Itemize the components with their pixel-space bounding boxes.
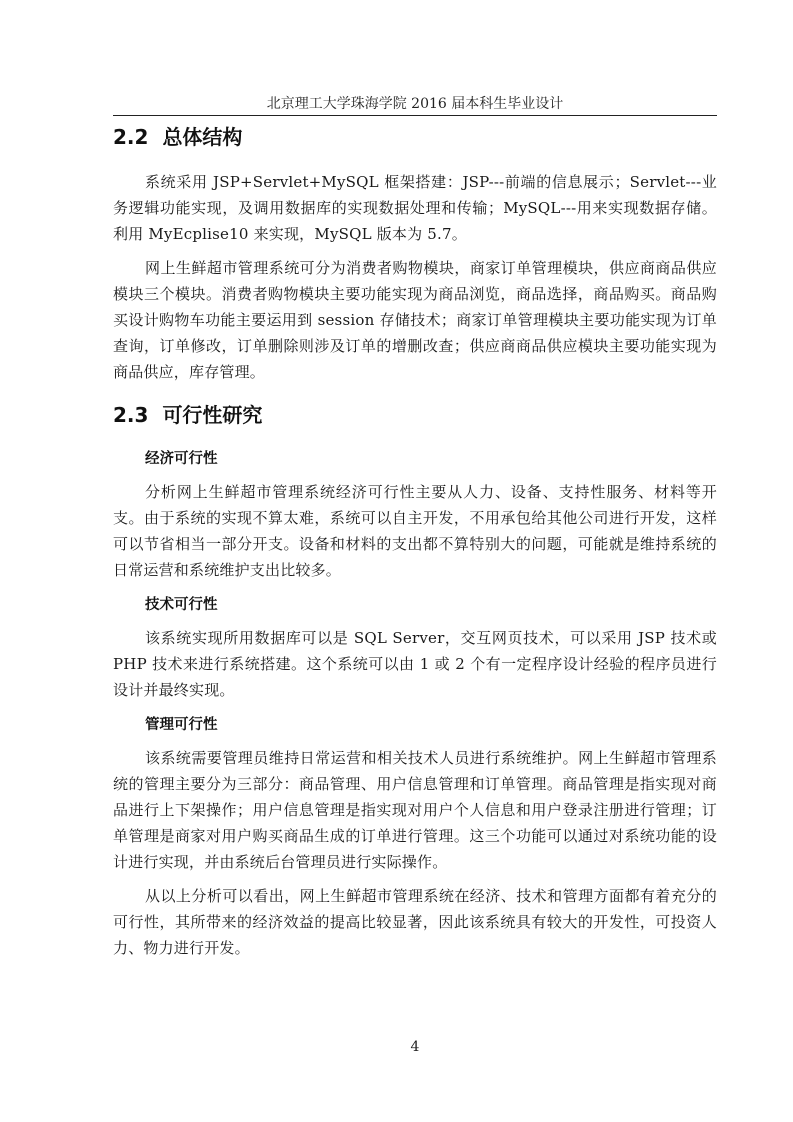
section-heading-2-2 [113, 124, 717, 150]
header-rule [113, 115, 717, 116]
section-number: 2.3 [113, 403, 149, 427]
paragraph-conclusion: 从以上分析可以看出，网上生鲜超市管理系统在经济、技术和管理方面都有着充分的可行性，其所带来的经济效益的提高比较显著，因此该系统具有较大的开发性，可投资人力、物力进行开发。 [113, 887, 717, 957]
paragraph-modules: 网上生鲜超市管理系统可分为消费者购物模块，商家订单管理模块，供应商商品供应模块三个模块。消费者购物模块主要功能实现为商品浏览，商品选择，商品购买。商品购买设计购物车功能主要运用到 session 存储技术；商家订单管理模块主要功能实现为订单查询，订单修改，订单删除则涉及订单的增删改查；供应商商品供应模块主要功能实现为商品供应，库存管理。 [113, 259, 717, 381]
paragraph-economic: 分析网上生鲜超市管理系统经济可行性主要从人力、设备、支持性服务、材料等开支。由于系统的实现不算太难，系统可以自主开发，不用承包给其他公司进行开发，这样可以节省相当一部分开支。设备和材料的支出都不算特别大的问题，可能就是维持系统的日常运营和系统维护支出比较多。 [113, 483, 717, 579]
paragraph-management: 该系统需要管理员维持日常运营和相关技术人员进行系统维护。网上生鲜超市管理系统的管理主要分为三部分：商品管理、用户信息管理和订单管理。商品管理是指实现对商品进行上下架操作；用户信息管理是指实现对用户个人信息和用户登录注册进行管理；订单管理是商家对用户购买商品生成的订单进行管理。这三个功能可以通过对系统功能的设计进行实现，并由系统后台管理员进行实际操作。 [113, 749, 717, 871]
section-number: 2.2 [113, 125, 149, 149]
subheading-economic: 经济可行性 [145, 451, 218, 467]
subheading-management: 管理可行性 [145, 717, 218, 733]
page-number: 4 [410, 1039, 420, 1055]
section-heading-2-3 [113, 402, 717, 428]
section-title: 可行性研究 [162, 403, 263, 427]
section-title: 总体结构 [162, 125, 243, 149]
paragraph-technical: 该系统实现所用数据库可以是 SQL Server，交互网页技术，可以采用 JSP 技术或 PHP 技术来进行系统搭建。这个系统可以由 1 或 2 个有一定程序设计经验的程序员进行设计并最终实现。 [113, 629, 717, 699]
subheading-technical: 技术可行性 [145, 597, 218, 613]
paragraph-framework: 系统采用 JSP+Servlet+MySQL 框架搭建：JSP---前端的信息展示；Servlet---业务逻辑功能实现，及调用数据库的实现数据处理和传输；MySQL---用来实现数据存储。利用 MyEcplise10 来实现，MySQL 版本为 5.7。 [113, 173, 717, 243]
running-header: 北京理工大学珠海学院 2016 届本科生毕业设计 [266, 96, 564, 112]
page-body [113, 120, 717, 969]
